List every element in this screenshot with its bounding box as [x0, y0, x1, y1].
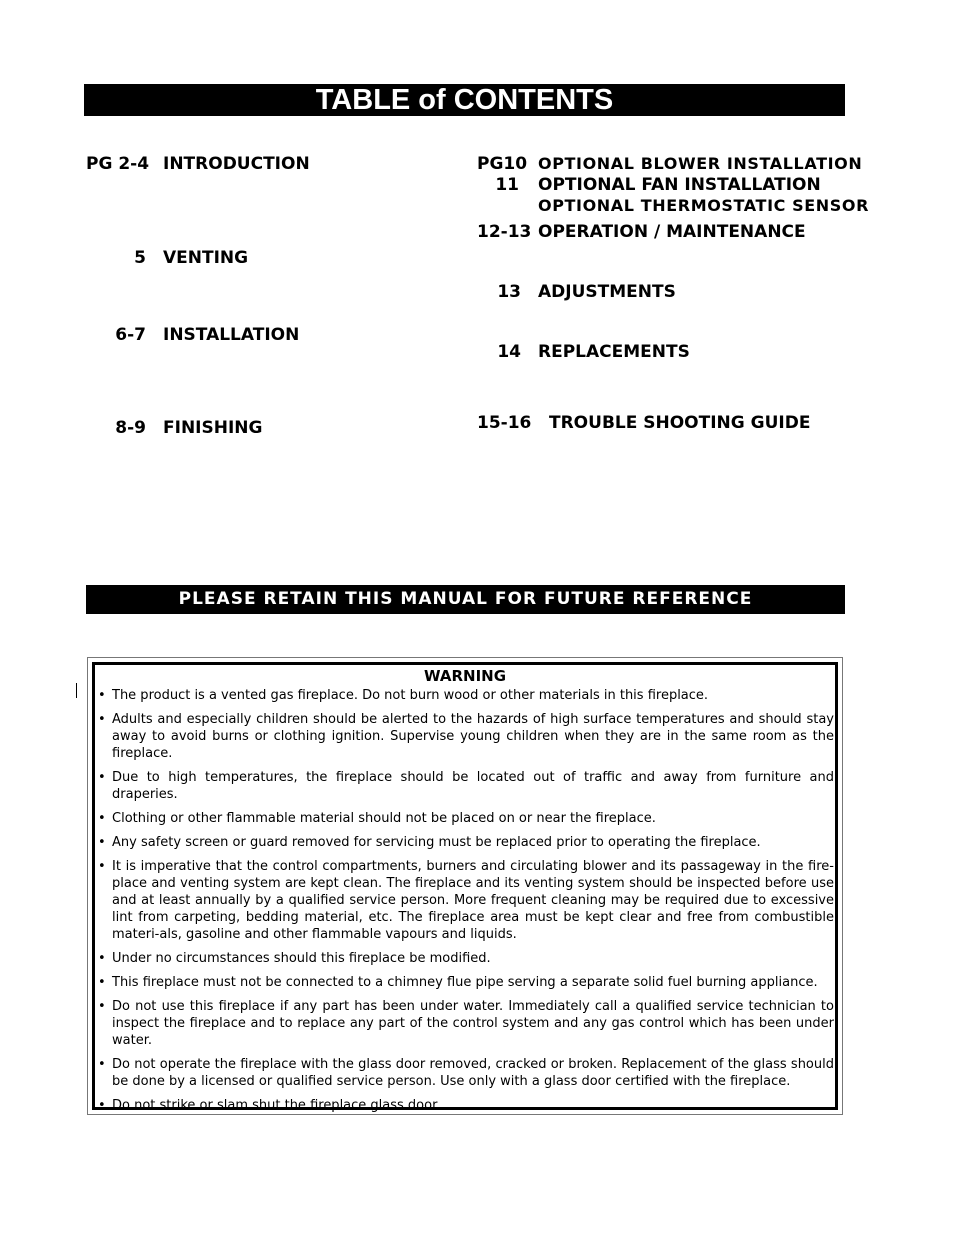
warning-item: • This fireplace must not be connected to a chimney flue pipe serving a separate solid fuel burning appliance. [97, 974, 834, 991]
warning-item: • Do not strike or slam shut the fireplace glass door. [97, 1097, 834, 1114]
toc-page-number: PG10 [477, 154, 528, 174]
warning-item: • It is imperative that the control compartments, burners and circulating blower and its passageway in the fire-place and venting system are kept clean. The fireplace and its venting system should be inspected before use and at least annually by a qualified service person. More frequent cleaning may be required due to excessive lint from carpeting, bedding material, etc. The fireplace area must be kept clear and free from combustible materi-als, gasoline and other flammable vapours and liquids. [97, 858, 834, 943]
toc-entry-label: INSTALLATION [163, 325, 300, 345]
toc-entry-label: INTRODUCTION [163, 154, 310, 174]
toc-entry-label: OPERATION / MAINTENANCE [538, 222, 806, 242]
toc-page-number: 15-16 [477, 413, 532, 433]
toc-entry-label: TROUBLE SHOOTING GUIDE [549, 413, 811, 433]
warning-item: • Do not use this fireplace if any part has been under water. Immediately call a qualified service technician to inspect the fireplace and to replace any part of the control system and any gas control which has been under water. [97, 998, 834, 1049]
toc-page-number: PG 2-4 [86, 154, 150, 174]
toc-entry-label: OPTIONAL BLOWER INSTALLATION [538, 154, 863, 173]
toc-entry-label: OPTIONAL THERMOSTATIC SENSOR [538, 196, 870, 215]
warning-item: • Adults and especially children should be alerted to the hazards of high surface temperatures and should stay away to avoid burns or clothing ignition. Supervise young children when they are in the same room as the fireplace. [97, 711, 834, 762]
toc-entry-label: ADJUSTMENTS [538, 282, 676, 302]
warning-item: • Do not operate the fireplace with the glass door removed, cracked or broken. Replacement of the glass should be done by a licensed or qualified service person. Use only with a glass door certified with the fireplace. [97, 1056, 834, 1090]
toc-page-number: 8-9 [115, 418, 146, 438]
warning-item: • Due to high temperatures, the fireplace should be located out of traffic and away from furniture and draperies. [97, 769, 834, 803]
warning-item: • Any safety screen or guard removed for servicing must be replaced prior to operating the fireplace. [97, 834, 834, 851]
retain-manual-banner: PLEASE RETAIN THIS MANUAL FOR FUTURE REFERENCE [86, 585, 845, 614]
page-title: TABLE of CONTENTS [84, 84, 845, 116]
warning-list [97, 687, 834, 1121]
toc-page-number: 6-7 [115, 325, 146, 345]
toc-entry-label: FINISHING [163, 418, 263, 438]
warning-item: • Clothing or other flammable material should not be placed on or near the fireplace. [97, 810, 834, 827]
toc-page-number: 14 [497, 342, 521, 362]
warning-heading: WARNING [423, 667, 507, 685]
toc-page-number: 12-13 [477, 222, 532, 242]
margin-change-bar [76, 683, 77, 698]
toc-page-number: 13 [497, 282, 521, 302]
toc-entry-label: OPTIONAL FAN INSTALLATION [538, 175, 821, 195]
warning-item: • The product is a vented gas fireplace. Do not burn wood or other materials in this fireplace. [97, 687, 834, 704]
toc-page-number: 11 [495, 175, 519, 195]
toc-entry-label: REPLACEMENTS [538, 342, 690, 362]
warning-item: • Under no circumstances should this fireplace be modified. [97, 950, 834, 967]
toc-page-number: 5 [134, 248, 146, 268]
toc-entry-label: VENTING [163, 248, 249, 268]
